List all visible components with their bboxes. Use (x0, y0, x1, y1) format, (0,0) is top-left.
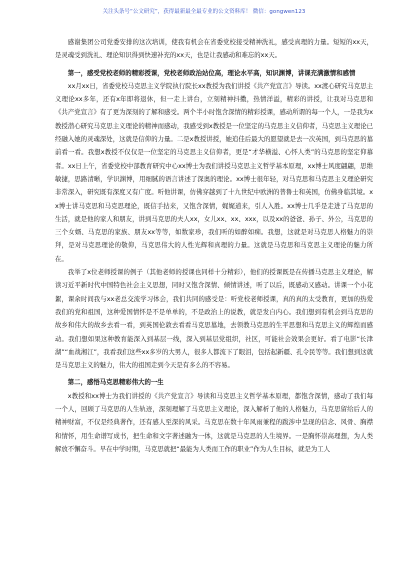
site-banner: 关注头条号“公文研究”，获得最新最全最专业的公文资料库！ 微信：gongwen123 (102, 9, 306, 15)
paragraph-marx-life: x教授和xx博士为我们讲授的《共产党宣言》导读和马克思主义哲学基本原理，都饱含深情，感动了我们每一个人，回顾了马克思的人生轨迹，深刻理解了马克思主义理论，深入解析了他的人格魅力，马克思留给后人的精神财富，不仅是经典著作，还有感人至深的风采。马克思在数十年风雨兼程的跋涉中呈现的信念、风骨、胸襟和情怀，用生命谱写成书，把生命和文字著述融为一体，这就是马克思的人生境界。一是胸怀崇高理想，为人类解放不懈奋斗。早在中学时期，马克思就把“最能为人类而工作的职业”作为人生目标，就是为工人 (55, 391, 373, 453)
paragraph-lectures: xx月xx日，省委党校马克思主义学院执行院长xx教授为我们讲授《共产党宣言》导读。xx渡心研究马克思主义理论xx多年，还有x年即将退休，但一走上讲台，立刻精神抖擞，热情洋溢，精彩的讲授，让我对马克思和《共产党宣言》有了更为深刻的了解和感受。两个半小时饱含深情的精彩授课，感动所谓的每一个人，一是我为x教授潜心研究马克思主义理论的精神而感动，我感受到x教授是一位坚定的马克思主义信仰者，马克思主义理论已经融入她的灵魂深处，这就是信仰的力量。二是x教授讲授，她追佳后最大的愿望就是去一次英国，到马克思的墓前看一看。我想x教授不仅仅是一位坚定的马克思主义信仰者，更是“才华横溢、心怀人类”的马克思的坚定仰慕者。xx日上午，省委党校中部教育研究中心xx博士为我们讲授马克思主义哲学基本原理，xx博士风度翩翩，思维敏捷，思路清晰，学识渊博，用细腻的语言讲述了深奥的理论。xx博士很年轻，对马克思和马克思主义理论研究非常深入，研究既有深度又有广度。听他讲课，仿佛穿越到了十九世纪中欧洲的普鲁士和英国，仿佛身临其境。xx博士讲马克思和马克思理论，既信手拈来，又饱含深情，娓娓道来，引人入胜。xx博士几乎是走进了马克思的生活，就是他的家人和朋友，讲到马克思的夫人xx，女儿xx、xx、xxx，以及xx的爸爸、孙子、外公，马克思的三个女婿、马克思的家族、朋友xx等等，如数家珍，我们听的如醉如痴。我想，这就是对马克思人格魅力的崇拜，是对马克思理论的敬仰，马克思伟大的人性光辉和真理的力量。这就是马克思和马克思主义理论的魅力所在。 (55, 81, 373, 263)
section-heading-first: 第一，感受党校老师的精彩授课，党校老师政治站位高，理论水平高，知识渊博，讲课充满激情和感情 (67, 68, 356, 77)
paragraph-reflection: 我举了x位老师授课的例子（其他老师的授课也同样十分精彩），他们的授课既是在传播马克思主义理论，解读习近平新时代中国特色社会主义思想，同时又饱含深情、倾情讲述，听了以后，既感动又感动。讲课一个小花絮，课余时间我与xx老总交流学习体会，我们共同的感受是：听党校老师授课，真的真的太受教育，更加的热爱我们的党和祖国，这种爱国情怀是不是单单的，不是政治上的说教，就是发自内心。我们想到有机会到马克思的故乡和伟大的故乡去看一看，到英国伦敦去看看马克思墓地，去领教马克思的生平思想和马克思主义的辉煌而感动。我们想如果这种教育能深入到基层一线，深入到基层党组织，社区，可能社会效果会更好。看了电影“长津湖”“血战湘江”，我看我们这些xx多岁的大男人，很多人都流下了眼泪，包括起新疆、孔令民等等。我们想到这就是马克思主义的魅力，伟大的祖国走到今天是有多么的不容易。 (55, 268, 373, 370)
document-body (55, 36, 373, 456)
paragraph-intro: 感谢集团公司党委安排的这次培训，使我有机会在省委党校接受精神洗礼，感受真理的力量。短短的xx天，是灵魂受到洗礼、理论知识得到快速补充的xx天，也是让我感动和难忘的xx天。 (55, 38, 373, 60)
section-heading-second: 第二，感悟马克思精彩伟大的一生 (67, 378, 164, 387)
